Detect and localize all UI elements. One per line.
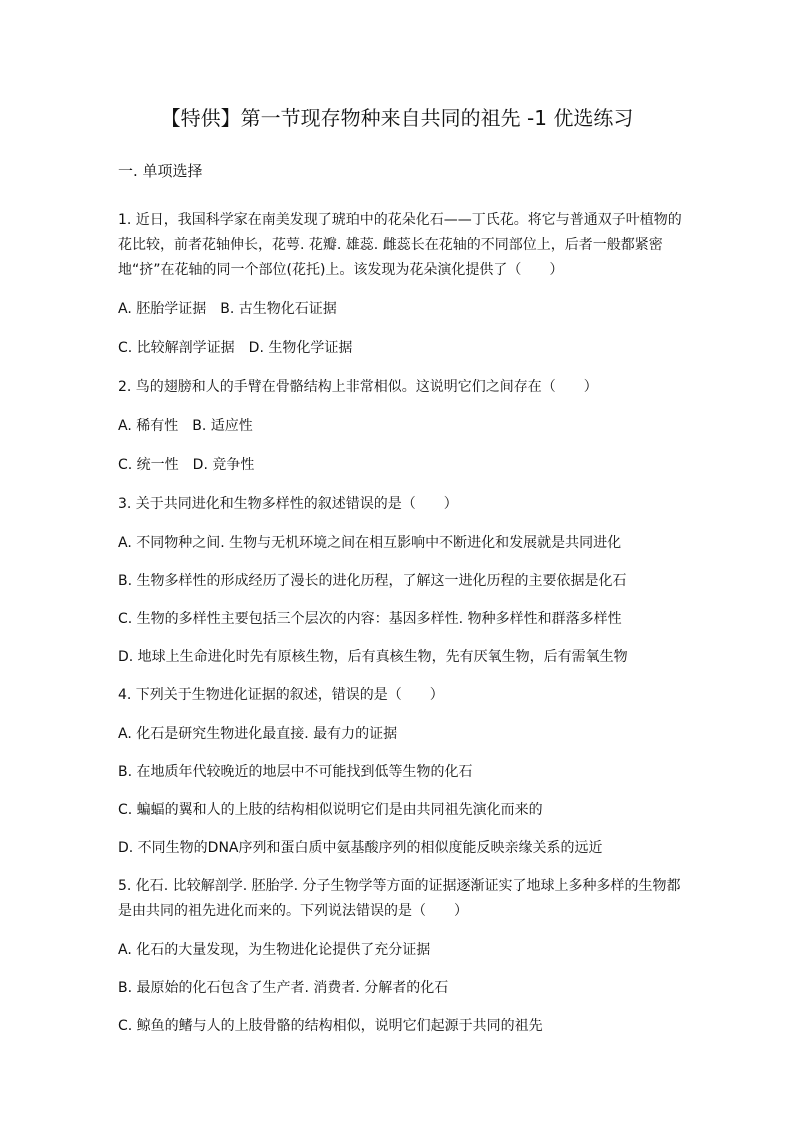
question-2-stem: 2. 鸟的翅膀和人的手臂在骨骼结构上非常相似。这说明它们之间存在（ ） [118, 379, 598, 395]
question-2-options-cd: C. 统一性 D. 竞争性 [118, 457, 255, 473]
question-4-option-c: C. 蝙蝠的翼和人的上肢的结构相似说明它们是由共同祖先演化而来的 [118, 802, 543, 818]
question-1-options-ab: A. 胚胎学证据 B. 古生物化石证据 [118, 301, 337, 317]
question-list [118, 208, 684, 1052]
question-3-option-c: C. 生物的多样性主要包括三个层次的内容：基因多样性. 物种多样性和群落多样性 [118, 611, 622, 627]
question-5-option-a: A. 化石的大量发现，为生物进化论提供了充分证据 [118, 942, 431, 958]
question-1-stem: 1. 近日，我国科学家在南美发现了琥珀中的花朵化石——丁氏花。将它与普通双子叶植物的花比较，前者花轴伸长，花萼. 花瓣. 雄蕊. 雌蕊长在花轴的不同部位上，后者一般都紧密地“挤”在花轴的同一个部位(花托)上。该发现为花朵演化提供了（ ） [118, 212, 682, 278]
question-3-option-a: A. 不同物种之间. 生物与无机环境之间在相互影响中不断进化和发展就是共同进化 [118, 535, 622, 551]
question-3-stem: 3. 关于共同进化和生物多样性的叙述错误的是（ ） [118, 496, 458, 512]
question-2-options-ab: A. 稀有性 B. 适应性 [118, 418, 253, 434]
section-heading: 一. 单项选择 [118, 162, 203, 180]
question-4-stem: 4. 下列关于生物进化证据的叙述，错误的是（ ） [118, 687, 444, 703]
page-title: 【特供】第一节现存物种来自共同的祖先 -1 优选练习 [160, 106, 634, 130]
question-1-options-cd: C. 比较解剖学证据 D. 生物化学证据 [118, 340, 353, 356]
question-5-stem: 5. 化石. 比较解剖学. 胚胎学. 分子生物学等方面的证据逐渐证实了地球上多种多样的生物都是由共同的祖先进化而来的。下列说法错误的是（ ） [118, 878, 681, 919]
question-5-option-c: C. 鲸鱼的鳍与人的上肢骨骼的结构相似，说明它们起源于共同的祖先 [118, 1018, 543, 1034]
question-4-option-d: D. 不同生物的DNA序列和蛋白质中氨基酸序列的相似度能反映亲缘关系的远近 [118, 840, 603, 856]
question-4-option-a: A. 化石是研究生物进化最直接. 最有力的证据 [118, 726, 398, 742]
question-4-option-b: B. 在地质年代较晚近的地层中不可能找到低等生物的化石 [118, 764, 473, 780]
question-3-option-d: D. 地球上生命进化时先有原核生物，后有真核生物，先有厌氧生物，后有需氧生物 [118, 649, 628, 665]
question-3-option-b: B. 生物多样性的形成经历了漫长的进化历程，了解这一进化历程的主要依据是化石 [118, 573, 627, 589]
question-5-option-b: B. 最原始的化石包含了生产者. 消费者. 分解者的化石 [118, 980, 449, 996]
